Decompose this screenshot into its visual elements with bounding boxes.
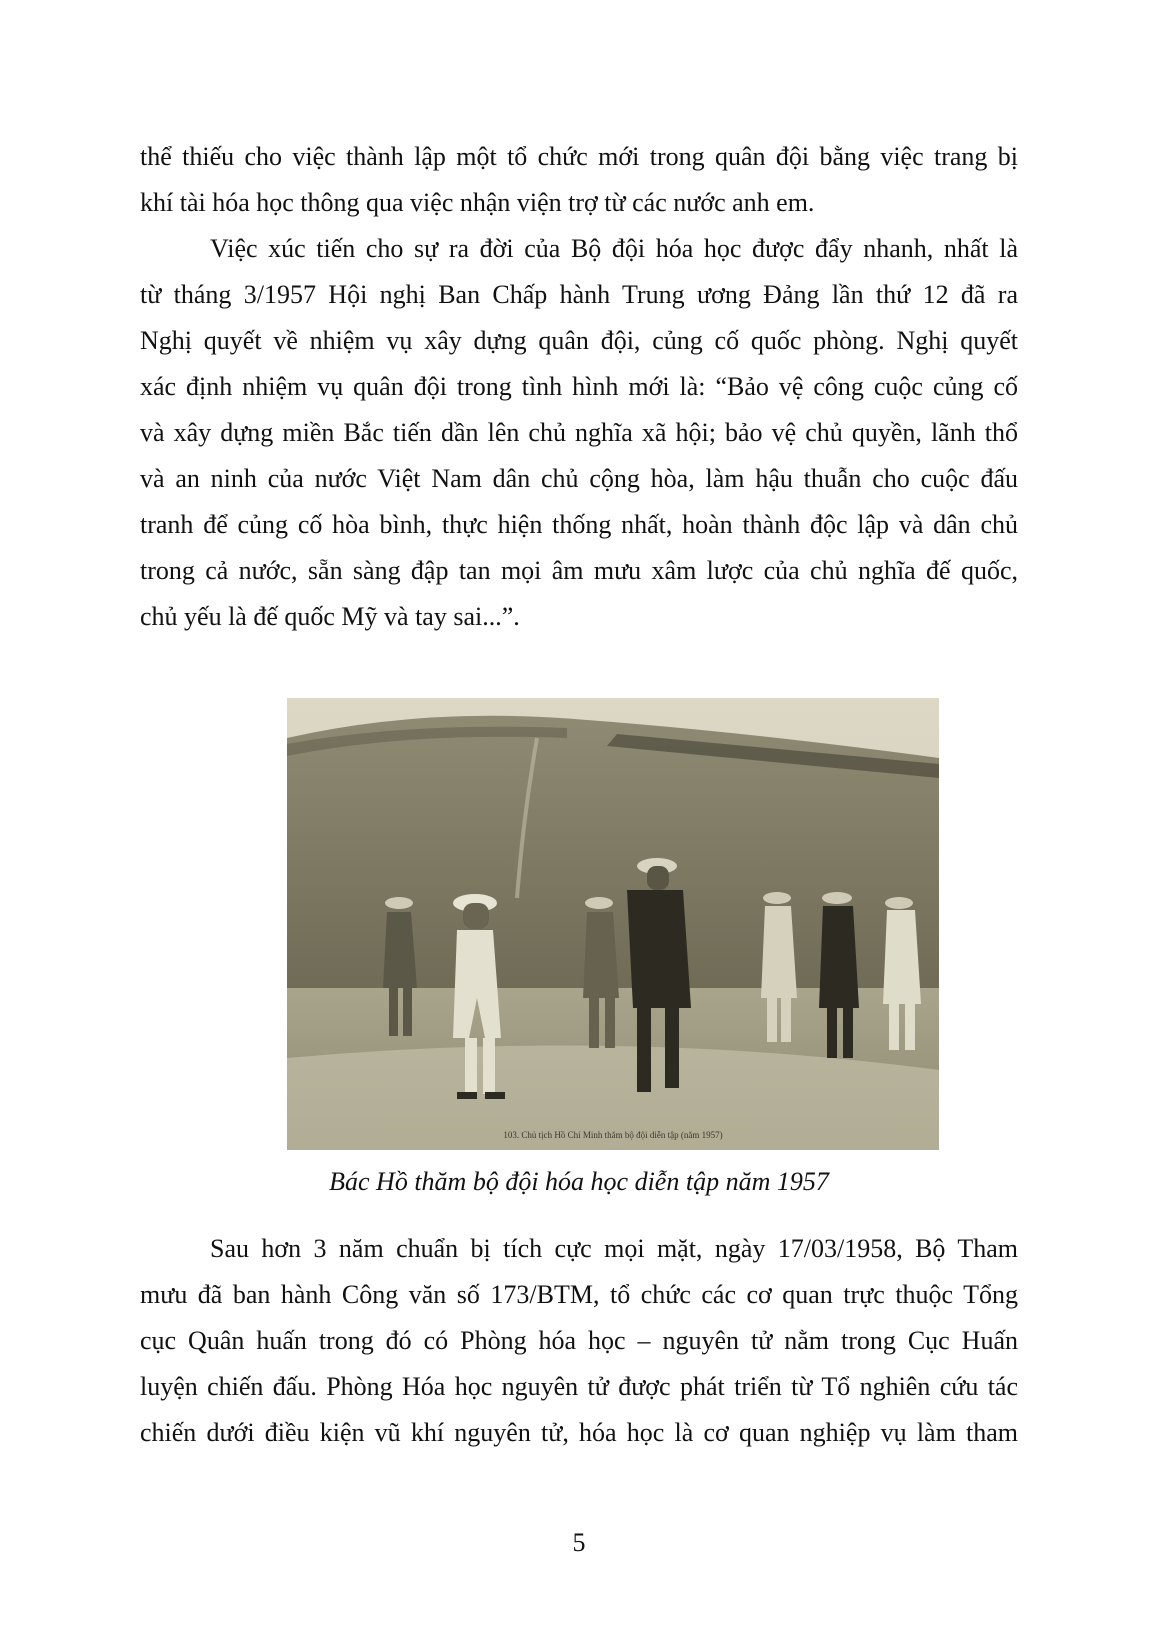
text-line: thể thiếu cho việc thành lập một tổ chức mới trong quân đội bằng việc trang bị — [140, 142, 1018, 171]
text-line: chủ yếu là đế quốc Mỹ và tay sai...”. — [140, 602, 520, 631]
text-line: Việc xúc tiến cho sự ra đời của Bộ đội hóa học được đẩy nhanh, nhất là — [210, 234, 1018, 263]
text-line: Nghị quyết về nhiệm vụ xây dựng quân đội, củng cố quốc phòng. Nghị quyết — [140, 326, 1018, 355]
text-line: từ tháng 3/1957 Hội nghị Ban Chấp hành Trung ương Đảng lần thứ 12 đã ra — [140, 280, 1018, 309]
page-number: 5 — [572, 1528, 586, 1557]
paragraph — [140, 134, 1018, 226]
paragraph — [140, 1226, 1018, 1456]
text-line: cục Quân huấn trong đó có Phòng hóa học – nguyên tử nằm trong Cục Huấn — [140, 1326, 1018, 1355]
body-text-top — [140, 134, 1018, 640]
text-line: luyện chiến đấu. Phòng Hóa học nguyên tử được phát triển từ Tổ nghiên cứu tác — [140, 1372, 1018, 1401]
text-line: và an ninh của nước Việt Nam dân chủ cộng hòa, làm hậu thuẫn cho cuộc đấu — [140, 464, 1018, 493]
text-line: trong cả nước, sẵn sàng đập tan mọi âm mưu xâm lược của chủ nghĩa đế quốc, — [140, 556, 1018, 585]
text-line: Sau hơn 3 năm chuẩn bị tích cực mọi mặt, ngày 17/03/1958, Bộ Tham — [210, 1234, 1018, 1263]
paragraph — [140, 226, 1018, 640]
text-line: khí tài hóa học thông qua việc nhận viện trợ từ các nước anh em. — [140, 188, 815, 217]
body-text-bottom — [140, 1226, 1018, 1456]
text-line: mưu đã ban hành Công văn số 173/BTM, tổ chức các cơ quan trực thuộc Tổng — [140, 1280, 1018, 1309]
text-line: chiến dưới điều kiện vũ khí nguyên tử, hóa học là cơ quan nghiệp vụ làm tham — [140, 1418, 1018, 1447]
text-line: xác định nhiệm vụ quân đội trong tình hình mới là: “Bảo vệ công cuộc củng cố — [140, 372, 1018, 401]
photo-inset-caption: 103. Chủ tịch Hồ Chí Minh thăm bộ đội diễn tập (năm 1957) — [503, 1130, 723, 1140]
text-line: và xây dựng miền Bắc tiến dần lên chủ nghĩa xã hội; bảo vệ chủ quyền, lãnh thổ — [140, 418, 1018, 447]
historical-photo — [287, 698, 939, 1150]
text-line: tranh để củng cố hòa bình, thực hiện thống nhất, hoàn thành độc lập và dân chủ — [140, 510, 1018, 539]
figure-caption: Bác Hồ thăm bộ đội hóa học diễn tập năm 1957 — [329, 1167, 829, 1196]
